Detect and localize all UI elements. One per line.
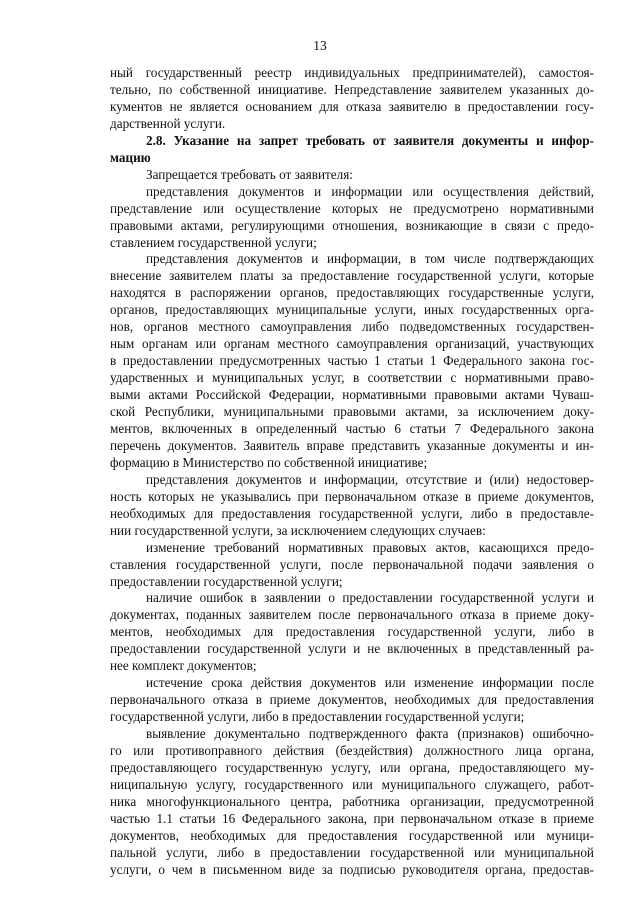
text-line: документов, необходимых для предоставления государственной или муници-	[110, 827, 594, 843]
text-line: представления документов и информации или осуществления действий,	[146, 183, 594, 199]
text-line: ность которых не указывались при первоначальном отказе в приеме документов,	[110, 488, 594, 504]
text-line: ментов, включенных в определенный частью 6 статьи 7 Федерального закона	[110, 420, 594, 436]
text-line: правовыми актами, регулирующими отношения, возникающие в связи с предо-	[110, 217, 594, 233]
text-line: услуги, о чем в письменном виде за подписью руководителя органа, предостав-	[110, 861, 594, 877]
text-line: ментов, необходимых для предоставления государственной услуги, либо в	[110, 624, 594, 640]
text-line: ской Республики, муниципальными правовыми актами, за исключением доку-	[110, 404, 594, 419]
text-line: выми актами Российской Федерации, нормативными правовыми актами Чуваш-	[110, 387, 594, 403]
text-line: ным органам или органам местного самоуправления организаций, участвующих	[110, 336, 594, 352]
text-line: изменение требований нормативных правовых актов, касающихся предо-	[146, 539, 594, 555]
text-line: необходимых для предоставления государственной услуги, либо в предоставле-	[110, 505, 594, 521]
text-line: предоставлении государственной услуги;	[110, 573, 343, 589]
text-line: предоставлении государственной услуги и не включенных в представленный ра-	[110, 641, 594, 657]
text-line: нов, органов местного самоуправления либо подведомственных государствен-	[110, 319, 594, 335]
text-line: кументов не является основанием для отказа заявителю в предоставлении госу-	[110, 98, 594, 114]
text-line: ника многофункционального центра, работника организации, предусмотренной	[110, 793, 594, 809]
text-line: формацию в Министерство по собственной инициативе;	[110, 454, 428, 470]
text-line: находятся в распоряжении органов, предоставляющих государственные услуги,	[110, 285, 594, 301]
text-line: ставления государственной услуги, после первоначальной подачи заявления о	[110, 556, 594, 572]
text-line: органов, предоставляющих муниципальные услуги, иных государственных орга-	[110, 302, 594, 318]
text-line: Запрещается требовать от заявителя:	[146, 166, 353, 182]
text-line: ниципальную услугу, государственного или муниципального служащего, работ-	[110, 776, 594, 792]
text-line: наличие ошибок в заявлении о предоставлении государственной услуги и	[146, 590, 594, 606]
text-line: представления документов и информации, в том числе подтверждающих	[146, 251, 594, 267]
text-line: частью 1.1 статьи 16 Федерального закона, при первоначальном отказе в приеме	[110, 810, 594, 826]
text-line: истечение срока действия документов или изменение информации после	[146, 675, 594, 691]
text-line: предоставляющего государственную услугу, или органа, предоставляющего му-	[110, 759, 594, 775]
text-line: представление или осуществление которых не предусмотрено нормативными	[110, 200, 594, 216]
text-line: тельно, по собственной инициативе. Непредставление заявителем указанных до-	[110, 82, 594, 97]
text-line: представления документов и информации, отсутствие и (или) недостовер-	[146, 471, 594, 487]
text-line: документах, поданных заявителем после первоначального отказа в приеме доку-	[110, 607, 594, 623]
text-line: ный государственный реестр индивидуальных предпринимателей), самостоя-	[110, 65, 594, 80]
section-heading-line: 2.8. Указание на запрет требовать от заявителя документы и инфор-	[146, 132, 594, 148]
text-line: нии государственной услуги, за исключением следующих случаев:	[110, 522, 486, 538]
text-line: перечень документов. Заявитель вправе представить указанные документы и ин-	[110, 437, 594, 453]
text-line: выявление документально подтвержденного факта (признаков) ошибочно-	[146, 726, 594, 741]
page-number: 13	[313, 38, 327, 53]
text-line: государственной услуги, либо в предоставлении государственной услуги;	[110, 709, 525, 725]
text-line: внесение заявителем платы за предоставление государственной услуги, которые	[110, 268, 594, 284]
text-line: в предоставлении предусмотренных частью 1 статьи 1 Федерального закона гос-	[110, 353, 594, 369]
text-line: дарственной услуги.	[110, 115, 226, 131]
text-line: первоначального отказа в приеме документов, необходимых для предоставления	[110, 692, 594, 708]
section-heading-line: мацию	[110, 149, 151, 165]
text-line: го или противоправного действия (бездействия) должностного лица органа,	[110, 743, 594, 758]
text-line: нее комплект документов;	[110, 658, 257, 674]
text-line: ударственных и муниципальных услуг, в соответствии с нормативными право-	[110, 370, 594, 386]
text-line: пальной услуги, либо в предоставлении государственной или муниципальной	[110, 844, 594, 860]
text-line: ставлением государственной услуги;	[110, 234, 317, 250]
